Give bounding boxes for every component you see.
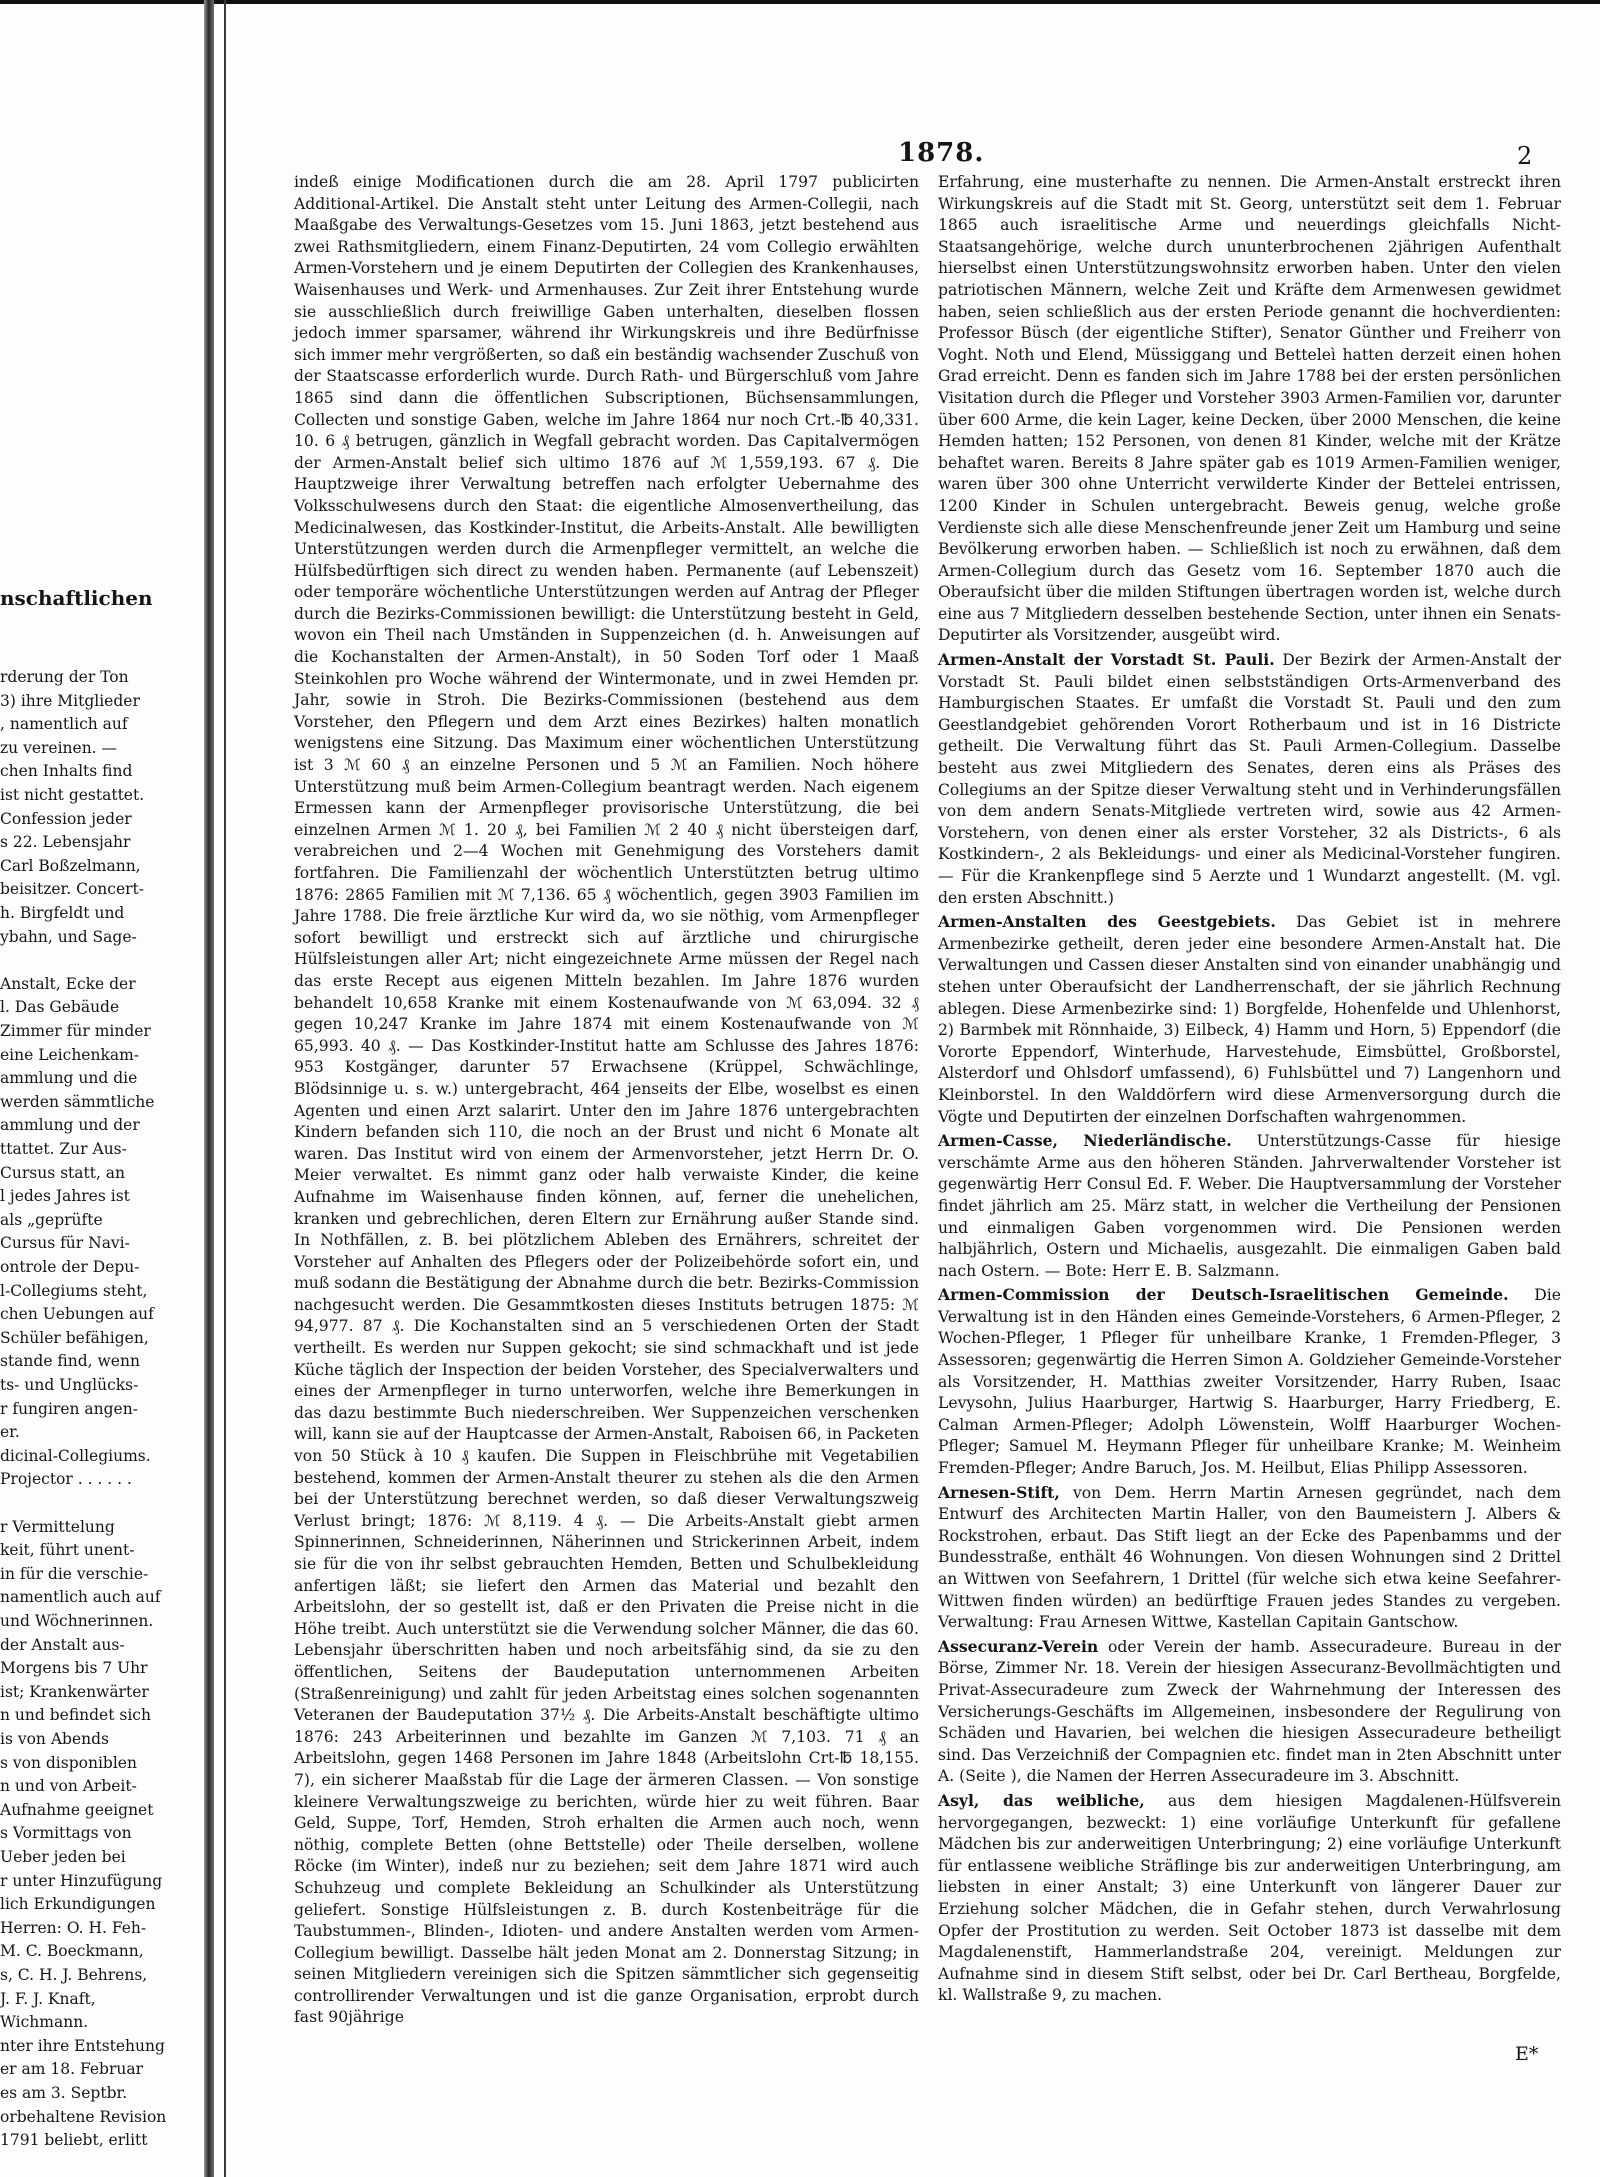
left-fragment-line: Cursus für Navi- (0, 1234, 130, 1253)
left-fragment-line: lich Erkundigungen (0, 1895, 156, 1914)
entry-heading: Assecuranz-Verein (938, 1636, 1099, 1656)
left-fragment-line: beisitzer. Concert- (0, 880, 144, 899)
left-fragment-line: r Vermittelung (0, 1517, 115, 1536)
entry-heading: Armen-Casse, Niederländische. (938, 1131, 1232, 1151)
entry-heading: Armen-Anstalt der Vorstadt St. Pauli. (938, 650, 1275, 670)
entry-text: oder Verein der hamb. Assecuradeure. Bureau in der Börse, Zimmer Nr. 18. Verein der hiesigen Assecuranz-Bevollmächtigten und Privat-Assecuradeure zum Zweck der Wahrnehmung der Interessen des Versicherungs-Geschäfts im Allgemeinen, insbesondere der Regulirung von Schäden und Havarien, bei welchen die hiesigen Assecuradeure betheiligt sind. Das Verzeichniß der Compagnien etc. findet man in 2ten Abschnitt unter A. (Seite ), die Namen der Herren Assecuradeure im 3. Abschnitt. (938, 1637, 1561, 1786)
left-fragment-line: Wichmann. (0, 2013, 89, 2032)
left-fragment-line: 3) ihre Mitglieder (0, 691, 140, 710)
entry-heading: Asyl, das weibliche, (938, 1790, 1145, 1810)
left-fragment-line: Morgens bis 7 Uhr (0, 1659, 148, 1678)
left-fragment-line: nter ihre Entstehung (0, 2036, 165, 2055)
left-fragment-line: Carl Boßzelmann, (0, 856, 141, 875)
entry-armen-commission (938, 1284, 1561, 1479)
left-fragment-line: Anstalt, Ecke der (0, 974, 136, 993)
printer-signature: E* (1515, 2043, 1539, 2065)
left-fragment-line: 1791 beliebt, erlitt (0, 2131, 148, 2150)
left-fragment-line: zu vereinen. — (0, 738, 118, 757)
left-fragment-line: ts- und Unglücks- (0, 1376, 139, 1394)
middle-text-column (294, 172, 919, 2031)
middle-paragraph: indeß einige Modificationen durch die am 28. April 1797 publicirten Additional-Artikel. Die Anstalt steht unter Leitung des Armen-Collegii, nach Maaßgabe des Verwaltungs-Gesetzes vom 15. Juni 1863, jetzt bestehend aus zwei Rathsmitgliedern, einem Finanz-Deputirten, 24 vom Collegio erwählten Armen-Vorstehern und je einem Deputirten der Collegien des Krankenhauses, Waisenhauses und Werk- und Armenhauses. Zur Zeit ihrer Entstehung wurde sie ausschließlich durch freiwillige Gaben unterhalten, dieselben flossen jedoch immer sparsamer, während ihr Wirkungskreis und ihre Bedürfnisse sich immer mehr vergrößerten, so daß ein beständig wachsender Zuschuß von der Staatscasse erforderlich wurde. Durch Rath- und Bürgerschluß vom Jahre 1865 sind dann die öffentlichen Subscriptionen, Büchsensammlungen, Collecten und sonstige Gaben, welche im Jahre 1864 nur noch Crt.-℔ 40,331. 10. 6 ₰ betrugen, gänzlich in Wegfall gebracht worden. Das Capitalvermögen der Armen-Anstalt belief sich ultimo 1876 auf ℳ 1,559,193. 67 ₰. Die Hauptzweige ihrer Verwaltung betreffen nach erfolgter Uebernahme des Volksschulwesens durch den Staat: die eigentliche Almosenvertheilung, das Medicinalwesen, das Kostkinder-Institut, die Arbeits-Anstalt. Alle bewilligten Unterstützungen werden durch die Armenpfleger vermittelt, an welche die Hülfsbedürftigen sich direct zu wenden haben. Permanente (auf Lebenszeit) oder temporäre wöchentliche Unterstützungen werden auf Antrag der Pfleger durch die Bezirks-Commissionen bewilligt: die Unterstützung besteht in Geld, wovon ein Theil nach Umständen in Suppenzeichen (d. h. Anweisungen auf die Kochanstalten der Armen-Anstalt), in 50 Soden Torf oder 1 Maaß Steinkohlen pro Woche während der Wintermonate, und in zwei Hemden pr. Jahr, sowie in Stroh. Die Bezirks-Commissionen (bestehend aus dem Vorsteher, den Pflegern und dem Arzt eines Bezirkes) halten monatlich wenigstens eine Sitzung. Das Maximum einer wöchentlichen Unterstützung ist 3 ℳ 60 ₰ an einzelne Personen und 5 ℳ an Familien. Noch höhere Unterstützung muß beim Armen-Collegium beantragt werden. Nach eigenem Ermessen kann der Armenpfleger provisorische Unterstützung, die bei einzelnen Armen ℳ 1. 20 ₰, bei Familien ℳ 2 40 ₰ nicht übersteigen darf, verabreichen und 2—4 Wochen mit Genehmigung des Vorstehers damit fortfahren. Die Familienzahl der wöchentlich Unterstützten betrug ultimo 1876: 2865 Familien mit ℳ 7,136. 65 ₰ wöchentlich, gegen 3903 Familien im Jahre 1788. Die freie ärztliche Kur wird da, wo sie nöthig, vom Armenpfleger sofort bewilligt und erstreckt sich auf ärztliche und chirurgische Hülfsleistungen aller Art; nicht eingezeichnete Arme müssen der Regel nach das erste Recept aus eigenen Mitteln bezahlen. Im Jahre 1876 wurden behandelt 10,658 Kranke mit einem Kostenaufwande von ℳ 63,094. 32 ₰ gegen 10,247 Kranke im Jahre 1874 mit einem Kostenaufwande von ℳ 65,993. 40 ₰. — Das Kostkinder-Institut hatte am Schlusse des Jahres 1876: 953 Kostgänger, darunter 57 Erwachsene (Krüppel, Schwächlinge, Blödsinnige u. s. w.) untergebracht, 464 jenseits der Elbe, woselbst es einen Agenten und einen Arzt salarirt. Unter den im Jahre 1876 untergebrachten Kindern befanden sich 110, die noch an der Brust und nicht 6 Monate alt waren. Das Institut wird von einem der Armenvorsteher, jetzt Herrn Dr. O. Meier verwaltet. Es nimmt ganz oder halb verwaiste Kinder, die keine Aufnahme im Waisenhause finden können, auf, ferner die unehelichen, kranken und gebrechlichen, deren Eltern zur Ernährung außer Stande sind. In Nothfällen, z. B. bei plötzlichem Ableben des Ernährers, schreitet der Vorsteher auf Anhalten des Pflegers oder der Polizeibehörde sofort ein, und muß sodann die Bestätigung der Abnahme durch die betr. Bezirks-Commission nachgesucht werden. Die Gesammtkosten dieses Instituts betrugen 1875: ℳ 94,977. 87 ₰. Die Kochanstalten sind an 5 verschiedenen Orten der Stadt vertheilt. Es werden nur Suppen gekocht; sie sind schmackhaft und ist jede Küche täglich der Inspection der beiden Vorsteher, des Specialverwalters und eines der Armenpfleger in turno unterworfen, welche ihre Bemerkungen in das dazu bestimmte Buch niederschreiben. Wer Suppenzeichen verschenken will, kann sie auf der Hauptcasse der Armen-Anstalt, Raboisen 66, in Packeten von 50 Stück à 10 ₰ kaufen. Die Suppen in Fleischbrühe mit Vegetabilien bestehend, kommen der Armen-Anstalt theurer zu stehen als die den Armen bei der Unterstützung berechnet werden, so daß dieser Verwaltungszweig Verlust bringt; 1876: ℳ 8,119. 4 ₰. — Die Arbeits-Anstalt giebt armen Spinnerinnen, Schneiderinnen, Näherinnen und Strickerinnen Arbeit, indem sie für die von ihr selbst gebrauchten Hemden, Betten und Schulbekleidung anfertigen läßt; sie liefert den Armen das Material und bezahlt den Arbeitslohn, der so gestellt ist, daß er den Privaten die Preise nicht in die Höhe treibt. Auch unterstützt sie die Verwendung solcher Männer, die das 60. Lebensjahr überschritten haben und noch arbeitsfähig sind, da sie zu den öffentlichen, Seitens der Baudeputation unternommenen Arbeiten (Straßenreinigung) und zahlt für jeden Arbeitstag eines solchen sogenannten Veteranen der Baudeputation 37½ ₰. Die Arbeits-Anstalt beschäftigte ultimo 1876: 243 Arbeiterinnen und bezahlte im Ganzen ℳ 7,103. 71 ₰ an Arbeitslohn, gegen 1468 Personen im Jahre 1848 (Arbeitslohn Crt-℔ 18,155. 7), ein sicherer Maaßstab für die Lage der ärmeren Classen. — Von sonstige kleinere Verwaltungszweige zu berichten, würde hier zu weit führen. Baar Geld, Suppe, Torf, Hemden, Stroh erhalten die Armen auch noch, wenn nöthig, complete Betten (ohne Bettstelle) oder Theile derselben, wollene Röcke (im Winter), indeß nur zu beziehen; seit dem Jahre 1871 wird auch Schuhzeug und complete Bekleidung an Schulkinder als Unterstützung geliefert. Sonstige Hülfsleistungen z. B. durch Kostenbeiträge für die Taubstummen-, Blinden-, Idioten- und andere Anstalten werden vom Armen-Collegium bewilligt. Dasselbe hält jeden Monat am 2. Donnerstag Sitzung; in seinen Mitgliedern vereinigen sich die Spitzen sämmtlicher sich gegenseitig controllirender Verwaltungen und ist die ganze Organisation, erprobt durch fast 90jährige (294, 173, 919, 2027)
left-fragment-line: l. Das Gebäude (0, 998, 120, 1017)
left-fragment-line: l jedes Jahres ist (0, 1187, 130, 1206)
left-fragment-line: s, C. H. J. Behrens, (0, 1966, 148, 1984)
left-fragment-line: werden sämmtliche (0, 1092, 155, 1111)
entry-text: Das Gebiet ist in mehrere Armenbezirke getheilt, deren jeder eine besondere Armen-Anstalt hat. Die Verwaltungen und Cassen dieser Anstalten sind von einander unabhängig und stehen unter Oberaufsicht der Landherrenschaft, der sie jährlich Rechnung ablegen. Diese Armenbezirke sind: 1) Borgfelde, Hohenfelde und Uhlenhorst, 2) Barmbek mit Rönnhaide, 3) Eilbeck, 4) Hamm und Horn, 5) Eppendorf (die Vororte Eppendorf, Winterhude, Harvestehude, Eimsbüttel, Großborstel, Alsterdorf und Ohlsdorf umfassend), 6) Fuhlsbüttel und 7) Langenhorn und Kleinborstel. In den Walddörfern wird diese Armenversorgung durch die Vögte und Deputirten der einzelnen Dorfschaften wahrgenommen. (938, 913, 1561, 1126)
gutter-line (224, 0, 226, 2177)
left-fragment-line: er am 18. Februar (0, 2060, 143, 2079)
book-gutter (204, 0, 214, 2177)
left-fragment-line: ttattet. Zur Aus- (0, 1140, 127, 1158)
entry-heading: Arnesen-Stift, (938, 1482, 1060, 1502)
left-fragment-heading: nschaftlichen (0, 586, 153, 610)
page-number: 2 (1517, 142, 1533, 170)
entry-heading: Armen-Anstalten des Geestgebiets. (938, 912, 1276, 932)
entry-asyl-weibliche (938, 1790, 1561, 2007)
entry-text: von Dem. Herrn Martin Arnesen gegründet, nach dem Entwurf des Architecten Martin Haller, von den Baumeistern J. Albers & Rockstrohen, erbaut. Das Stift liegt an der Ecke des Papenbamms und der Bundesstraße, enthält 46 Wohnungen. Von diesen Wohnungen sind 2 Drittel an Wittwen von Seefahrern, 1 Drittel (für welche sich etwa keine Seefahrer-Wittwen finden würden) an bedürftige Frauen jedes Standes zu vergeben. Verwaltung: Frau Arnesen Wittwe, Kastellan Capitain Gantschow. (938, 1483, 1561, 1632)
left-fragment-line: ammlung und der (0, 1116, 140, 1135)
left-fragment-line: keit, führt unent- (0, 1541, 135, 1560)
left-fragment-line: Confession jeder (0, 809, 132, 828)
entry-armen-casse-niederlaendische (938, 1130, 1561, 1282)
left-fragment-line: r unter Hinzufügung (0, 1871, 163, 1890)
left-fragment-line: Projector . . . . . . (0, 1470, 132, 1489)
left-fragment-line: in für die verschie- (0, 1564, 149, 1583)
left-fragment-line: orbehaltene Revision (0, 2107, 167, 2126)
left-fragment-line: h. Birgfeldt und (0, 904, 125, 922)
left-fragment-line: es am 3. Septbr. (0, 2084, 128, 2102)
left-fragment-line: s von disponiblen (0, 1753, 137, 1772)
right-paragraph-intro (938, 172, 1561, 647)
left-fragment-line: rderung der Ton (0, 668, 129, 686)
left-fragment-line: s Vormittags von (0, 1824, 132, 1843)
entry-text: Die Verwaltung ist in den Händen eines Gemeinde-Vorstehers, 6 Armen-Pfleger, 2 Wochen-Pfleger, 1 Pfleger für unheilbare Kranke, 1 Fremden-Pfleger, 3 Assessoren; gegenwärtig die Herren Simon A. Goldzieher Gemeinde-Vorsteher als Vorsitzender, H. Matthias zweiter Vorsitzender, Harry Ruben, Isaac Levysohn, Julius Haarburger, Hartwig S. Haarburger, Harry Friedberg, E. Calman Armen-Pfleger; Adolph Löwenstein, Wolff Haarburger Wochen-Pfleger; Samuel M. Heymann Pfleger für unheilbare Kranke; M. Weinheim Fremden-Pfleger; Andre Baruch, Jos. M. Heilbut, Elias Philipp Assessoren. (938, 1286, 1561, 1478)
left-fragment-line: M. C. Boeckmann, (0, 1942, 144, 1961)
page-header-year: 1878. (898, 138, 985, 168)
left-fragment-line: Cursus statt, an (0, 1163, 126, 1182)
left-fragment-line: J. F. J. Knaft, (0, 1989, 96, 2008)
left-fragment-line: stande find, wenn (0, 1352, 140, 1371)
left-fragment-line: dicinal-Collegiums. (0, 1446, 151, 1465)
left-fragment-line: n und von Arbeit- (0, 1777, 137, 1796)
left-fragment-line: , namentlich auf (0, 715, 128, 734)
entry-text: aus dem hiesigen Magdalenen-Hülfsverein hervorgegangen, bezweckt: 1) eine vorläufige Unterkunft für gefallene Mädchen bis zur anderweitigen Unterbringung; 2) eine vorläufige Unterkunft für entlassene weibliche Sträflinge bis zur anderweitigen Unterbringung, am liebsten in einer Anstalt; 3) eine Unterkunft von längerer Dauer zur Erziehung solcher Mädchen, die in Gefahr stehen, durch Verwahrlosung Opfer der Prostitution zu werden. Seit October 1873 ist dasselbe mit dem Magdalenenstift, Hammerlandstraße 204, vereinigt. Meldungen zur Aufnahme sind in diesem Stift selbst, oder bei Dr. Carl Bertheau, Borgfelde, kl. Wallstraße 9, zu machen. (938, 1791, 1562, 2005)
left-fragment-line: r fungiren angen- (0, 1399, 138, 1418)
left-fragment-line: is von Abends (0, 1730, 109, 1748)
left-fragment-line: ammlung und die (0, 1069, 138, 1088)
left-fragment-line: ybahn, und Sage- (0, 927, 137, 946)
entry-assecuranz-verein (938, 1636, 1561, 1788)
left-fragment-line: ontrole der Depu- (0, 1258, 140, 1276)
left-fragment-line: n und befindet sich (0, 1706, 151, 1725)
left-fragment-line: der Anstalt aus- (0, 1635, 125, 1654)
left-fragment-line: ist nicht gestattet. (0, 786, 145, 804)
left-page-fragment (0, 0, 204, 2177)
left-fragment-line: namentlich auch auf (0, 1588, 161, 1607)
left-fragment-line: ist; Krankenwärter (0, 1682, 149, 1701)
entry-heading: Armen-Commission der Deutsch-Israelitischen Gemeinde. (938, 1285, 1509, 1305)
left-fragment-line: er. (0, 1423, 20, 1442)
left-fragment-line: Aufnahme geeignet (0, 1800, 154, 1819)
entry-text: Unterstützungs-Casse für hiesige verschämte Arme aus den höheren Ständen. Jahrverwaltender Vorsteher ist gegenwärtig Herr Consul Ed. F. Weber. Die Hauptversammlung der Vorsteher findet jährlich am 25. März statt, in welcher die Vertheilung der Pensionen und einmaligen Gaben vorgenommen wird. Die Pensionen werden halbjährlich, Ostern und Michaelis, ausgezahlt. Die einmaligen Gaben bald nach Ostern. — Bote: Herr E. B. Salzmann. (938, 1132, 1561, 1280)
paragraph-text: Erfahrung, eine musterhafte zu nennen. Die Armen-Anstalt erstreckt ihren Wirkungskreis auf die Stadt mit St. Georg, unterstützt seit dem 1. Februar 1865 auch israelitische Arme und neuerdings gleichfalls Nicht-Staatsangehörige, welche durch ununterbrochenen 2jährigen Aufenthalt hierselbst einen Unterstützungswohnsitz erworben haben. Unter den vielen patriotischen Männern, welche Zeit und Kräfte dem Armenwesen gewidmet haben, seien schließlich aus der ersten Periode genannt die hochverdienten: Professor Büsch (der eigentliche Stifter), Senator Günther und Freiherr von Voght. Noth und Elend, Müssiggang und Betteleì hatten derzeit einen hohen Grad erreicht. Denn es fanden sich im Jahre 1788 bei der ersten persönlichen Visitation durch die Pfleger und Vorsteher 3903 Armen-Familien vor, darunter über 600 Arme, die kein Lager, keine Decken, über 2000 Menschen, die keine Hemden hatten; 152 Personen, von denen 81 Kinder, welche mit der Krätze behaftet waren. Bereits 8 Jahre später gab es 1019 Armen-Familien weniger, waren über 300 ohne Unterricht verwilderte Kinder der Bettelei entrissen, 1200 Kinder in Schulen untergebracht. Beweis genug, welche große Verdienste sich alle diese Menschenfreunde jener Zeit um Hamburg und seine Bevölkerung erworben haben. — Schließlich ist noch zu erwähnen, daß dem Armen-Collegium durch das Gesetz vom 16. September 1870 auch die Oberaufsicht über die milden Stiftungen übertragen worden ist, welche durch eine aus 7 Mitgliedern desselben bestehende Section, unter ihnen ein Senats-Deputirter als Vorsitzender, ausgeübt wird. (938, 173, 1561, 645)
left-fragment-line: als „geprüfte (0, 1210, 103, 1229)
left-fragment-line: eine Leichenkam- (0, 1045, 140, 1064)
left-fragment-line: und Wöchnerinnen. (0, 1612, 154, 1630)
left-fragment-line: chen Inhalts find (0, 762, 133, 781)
left-fragment-line: Zimmer für minder (0, 1022, 151, 1040)
left-fragment-line: s 22. Lebensjahr (0, 833, 131, 852)
left-fragment-line: chen Uebungen auf (0, 1305, 154, 1324)
entry-text: Der Bezirk der Armen-Anstalt der Vorstadt St. Pauli bildet einen selbstständigen Orts-Armenverband des Hamburgischen Staates. Er umfaßt die Vorstadt St. Pauli und den zum Geestlandgebiet gehörenden Vorort Rotherbaum und ist in 16 Districte getheilt. Die Verwaltung führt das St. Pauli Armen-Collegium. Dasselbe besteht aus zwei Mitgliedern des Senates, deren eins als Präses des Collegiums an der Spitze dieser Verwaltung steht und in Verhinderungsfällen von dem andern Senats-Mitgliede vertreten wird, sowie aus 42 Armen-Vorstehern, von denen einer als erster Vorsteher, 32 als Districts-, 6 als Kostkindern-, 2 als Bekleidungs- und einer als Medicinal-Vorsteher fungiren. — Für die Krankenpflege sind 5 Aerzte und 1 Wundarzt angestellt. (M. vgl. den ersten Abschnitt.) (938, 651, 1562, 907)
scan-edge (0, 0, 1600, 4)
entry-armen-anstalt-st-pauli (938, 649, 1561, 909)
entry-arnesen-stift (938, 1482, 1561, 1634)
entry-armen-anstalten-geestgebiet (938, 911, 1561, 1128)
left-fragment-line: Ueber jeden bei (0, 1848, 126, 1866)
left-fragment-line: Herren: O. H. Feh- (0, 1918, 147, 1937)
right-text-column (938, 172, 1561, 2009)
left-fragment-line: l-Collegiums steht, (0, 1281, 148, 1300)
left-fragment-line: Schüler befähigen, (0, 1328, 149, 1347)
